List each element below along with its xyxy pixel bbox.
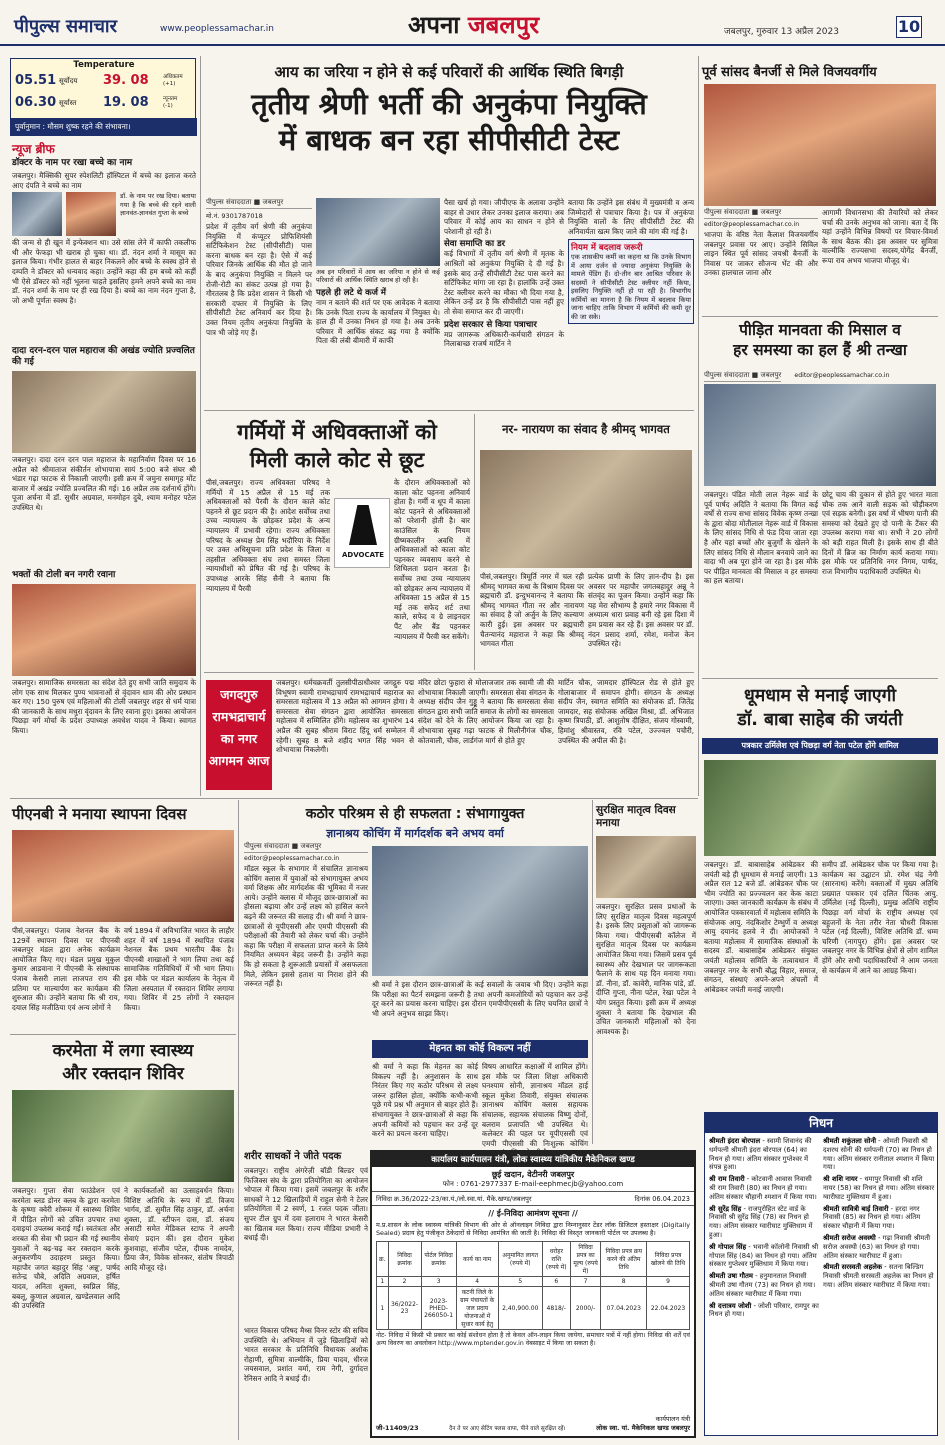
issue-date: जबलपुर, गुरुवार 13 अप्रैल 2023: [724, 27, 839, 37]
page-number: 10: [897, 17, 921, 36]
coaching-photo: [372, 846, 588, 976]
obituary-item: [823, 1137, 935, 1172]
tankha-headline: [702, 320, 938, 360]
tender-date: दिनांक 06.04.2023: [634, 1195, 690, 1203]
lead-col-3c-text: मप्र जागरूक अधिकारी-कर्मचारी संगठन के निलाबाच्छ राजर्ष मार्टिन ने: [444, 329, 564, 349]
obituary-name: श्री राम तिवारी: [709, 1175, 745, 1184]
motherhood-photo: [596, 836, 696, 898]
obituary-col-2: [823, 1137, 935, 1433]
tender-col-number: 3: [421, 1277, 456, 1287]
rule-page-mid: [10, 798, 698, 799]
rule-pnb: [10, 1034, 236, 1035]
obituary-text: - स्वामी शिवानंद की धर्मपत्नी श्रीमती इंदरा बोरपाल (64) का निधन हो गया। अंतिम संस्कार गुप्तेश्वर में संपन्न हुआ।: [709, 1137, 812, 1172]
gown-icon: [349, 505, 377, 545]
advocates-headline-line2: मिली काले कोट से छूट: [249, 448, 425, 472]
tender-signature-title: कार्यपालन यंत्री: [655, 1415, 690, 1423]
obituary-name: श्री सुरेंद्र सिंह: [709, 1204, 742, 1213]
vijayvargiya-email[interactable]: editor@peoplessamachar.co.in: [704, 221, 800, 228]
coaching-col-3: श्री वर्मा ने कहा कि मेहनत का कोई विकल्प नहीं है। अनुशासन के साथ निरंतर किए गए कठोर परिश्रम से लक्ष्य जरूर हासिल होता, क्योंकि कभी-कभी पूछे गये प्रश्न भी अनुमान से बाहर होते हैं। संभागायुक्त ने छात्र-छात्राओं से कहा कि अपनी कमियों को पहचान कर उन्हें दूर करने का प्रयत्न करना चाहिए।: [372, 1062, 478, 1139]
tender-ad-code: जी-11409/23: [376, 1424, 419, 1432]
obituary-col-1: [709, 1137, 819, 1433]
brief-item-1: [12, 158, 196, 344]
advocates-col-1: पीसं,जबलपुर। राज्य अधिवक्ता परिषद ने गर्मियों में 15 अप्रैल से 15 मई तक अधिवक्ताओं को पैरवी के दौरान काले कोट पहनने से छूट प्रदान की है। आदेश सर्वोच्च तथा उच्च न्यायालय के छोड़कर प्रदेश के अन्य न्यायालय में प्रभावी रहेगा। राज्य अधिवक्ता परिषद के अध्यक्ष प्रेम सिंह भदौरिया के निर्देश पर उक्त अधिसूचना प्रति प्रदेश के जिला व तहसील अधिवक्ता संघ तथा समस्त जिला न्यायाधीशों को प्रेषित की गई है। परिषद के उपाध्यक्ष आरके सिंह सैनी ने बताया कि न्यायालय में पैरवी: [206, 478, 330, 593]
jagadguru-col-1: जबलपुर। धर्मचक्रवर्ती तुलसीपीठाधीश्वर जगद्गुरु पद्म विभूषण स्वामी रामभद्राचार्य रामभद्राचार्य महाराज का समरसता महोत्सव में 13 अप्रैल को आगमन होगा। वे समरसता सेवा संगठन द्वारा आयोजित समरसता महोत्सव में सम्मिलित होंगे। महोत्सव का शुभारंभ 14 अप्रैल की सुबह श्रीराम विराट हिंदू धर्म सम्मेलन में रहेगी। सुबह 8 बजे शहीद भगत सिंह भवन से शोभायात्रा निकलेगी।: [276, 678, 414, 755]
ambedkar-headline: [702, 684, 938, 732]
pnb-photo: [12, 830, 234, 922]
min-label-text: न्यूनतम: [163, 96, 178, 102]
obituary-item: [709, 1272, 819, 1298]
obituary-name: श्री दत्तात्रय जोशी: [709, 1301, 752, 1310]
obituary-title: निधन: [705, 1113, 937, 1133]
sunset-label: सूर्यास्त: [59, 99, 77, 107]
tender-header-cell: निविदा प्रपत्र का मूल्य (रुपये में): [570, 1242, 601, 1277]
coaching-email[interactable]: editor@peoplessamachar.co.in: [244, 855, 340, 862]
obituary-name: श्रीमती उषा गौतम: [709, 1272, 753, 1281]
obituary-text: - राजपुरोहित स्टेट वार्ड के निवासी श्री सुरेंद्र सिंह (78) का निधन हो गया। अंतिम संस्कार ग्वारीघाट मुक्तिधाम में हुआ।: [709, 1204, 813, 1239]
ambedkar-photo: [704, 760, 936, 856]
coaching-byline-block: [244, 842, 368, 1042]
tender-cell: 2000/-: [570, 1287, 601, 1330]
advocate-logo-text: ADVOCATE: [341, 551, 385, 559]
vijayvargiya-byline-block: [704, 208, 818, 310]
lead-col-2-text: नाम न बताने की शर्त पर एक आवेदक ने बताया कि उनके पिता राज्य के कार्यालय में नियुक्त थे। हाल ही में उनका निधन हो गया है। अब उनके परिवार में आर्थिक संकट बढ़ गया है क्योंकि पिता की लंबी बीमारी में काफी: [316, 298, 440, 346]
tender-col-number: 1: [377, 1277, 389, 1287]
vijayvargiya-headline: पूर्व सांसद बैनर्जी से मिले विजयवर्गीय: [702, 65, 877, 80]
brief-item-1-text-c: की जन्म से ही खून में इन्फेक्शन था। उसे सांस लेने में काफी तकलीफ थी और फेफड़ा भी खराब हो चुका था। डॉ. नंदन शर्मा ने मासूम का इलाज किया। गंभीर हालत से बाहर निकलने और बच्चे के स्वस्थ होने से दम्पति ने डॉक्टर को धन्यवाद कहा। उन्होंने कहा की हम बच्चे को कहीं भी ऐसे डॉक्टर को नहीं भूलना चाहते इसलिए हमने अपने बच्चे का नाम डॉ. नंदन शर्मा के नाम पर ही रख दिया है। बच्चे का नाम नंदन गुप्ता है, जो अभी पूर्णतः स्वस्थ है।: [12, 238, 196, 305]
advocates-col-2: के दौरान अधिवक्ताओं को काला कोट पहनना अनिवार्य होता है। गर्मी व धूप में काला कोट पहनने से अधिवक्ताओं को परेशानी होती है। बार काउंसिल के नियम ग्रीष्मकालीन अवधि में अधिवक्ताओं को काला कोट पहनकर व्यवसाय करने से शिथिलता प्रदान करता है। सर्वोच्च तथा उच्च न्यायालय को छोड़कर अन्य न्यायालय में अधिवक्ता 15 अप्रैल से 15 मई तक सफेद शर्ट तथा काले, सफेद व ग्रे लाइनदार पैंट और बैंड पहनकर न्यायालय में पैरवी कर सकेंगे।: [394, 478, 470, 641]
tankha-byline: पीपुल्स संवाददाता ■ जबलपुर: [704, 371, 781, 382]
devotees-photo: [12, 584, 196, 676]
max-label-text: अधिकतम: [163, 74, 183, 80]
min-label: [163, 96, 177, 110]
lead-col-2: [316, 198, 440, 408]
tender-phone: फोन : 0761-2977337 E-mail-eephmecjb@yahoo.com: [442, 1180, 624, 1188]
obituary-text: - भवानी कॉलोनी निवासी श्री गोपाल सिंह (84) का निधन हो गया। अंतिम संस्कार गुप्तेश्वर मुक्तिधाम में किया गया।: [709, 1242, 819, 1269]
sunset-time: 06.30: [15, 95, 57, 110]
obituary-item: [823, 1234, 935, 1260]
vijayvargiya-col-1: भाजपा के वरिष्ठ नेता कैलाश विजयवर्गीय जबलपुर प्रवास पर आए। उन्होंने सिविल लाइन स्थित पूर्व सांसद जयश्री बैनर्जी के निवास पर जाकर सौजन्य भेंट की और उनका हालचाल जाना और: [704, 230, 818, 278]
tankha-col-1: जबलपुर। पंडित मोती लाल नेहरू वार्ड के पूर्व पार्षद अदिति ने बताया कि विगत कई वर्षों से राज्य सभा सांसद विवेक कृष्ण तन्खा के द्वारा बोदा मोतीलाल नेहरू वार्ड में विकास के लिए सांसद निधि से फंड दिया जाता रहा है और यहां बच्चों और बुजुर्गों के खेलने के लिए सांसद निधि से मौलान बनवाये जाने का वादा भी अब पूरा होने जा रहा है। इस मौके पर पीड़ित मानवता की मिसाल व हर समस्या का हल बताया।: [704, 490, 818, 586]
brief-item-2-text: जबलपुर। दादा दरन दरन पाल महाराज के महानिर्वाण दिवस पर 16 अप्रैल को श्रीमाताज संकीर्तन शोभायात्रा सायं 5:00 बजे संघर श्री भंडार गढ़ा फाटक से निकाली जाएगी। इसी क्रम में जमुना समागृह मोंट बाजार में अखंड ज्योति प्रज्वलित की गई। 16 अप्रैल तक दर्शनार्थ होंगे। पूजा अर्चना में डॉ. सुधीर अग्रवाल, मनमोहन दुबे, श्याम मनोहर पटेल उपस्थित थे।: [12, 455, 196, 512]
tankha-headline-line2: हर समस्या का हल हैं श्री तन्खा: [733, 341, 907, 359]
tender-cell: 1: [377, 1287, 389, 1330]
tender-cell: 07.04.2023: [601, 1287, 647, 1330]
obituary-name: श्रीमती इंदरा बोरपाल: [709, 1137, 761, 1145]
brief-item-3: [12, 570, 196, 794]
obituary-item: [823, 1205, 935, 1231]
rule-advocates: [474, 414, 475, 670]
obituary-text: - जोशी परिवार, रामपुर का निधन हो गया।: [709, 1301, 819, 1319]
ambedkar-headline-line1: धूमधाम से मनाई जाएगी: [744, 686, 896, 706]
tender-body: म.प्र.शासन के लोक स्वास्थ्य यांत्रिकी विभाग की ओर से ऑनलाइन निविदा द्वारा निम्नानुसार टेंडर लॉक डिजिटल हस्ताक्षर (Digitally Sealed) प्रदाय हेतु पंजीकृत ठेकेदारों से निविदा आमंत्रित की जाती है। निविदा की विस्तृत जानकारी पोर्टल पर उपलब्ध है।: [376, 1221, 690, 1237]
bhagwat-photo: [480, 450, 692, 568]
vijayvargiya-col-2: आगामी विधानसभा की तैयारियों को लेकर चर्चा की उनके अनुभव को जाना। बता दें कि यहां उन्होंने विभिन्न विषयों पर विचार-विमर्श के साथ बैठक की। इस अवसर पर सुमित्रा वाल्मीकि राज्यसभा सदस्य,योगेंद्र बैनर्जी, रूपा राव अभय भाजपा मौजूद थे।: [822, 208, 938, 265]
weather-title: Temperature: [73, 60, 135, 70]
lead-subhead-1: पहले ही लटे थे कर्ज में: [316, 288, 387, 298]
coaching-subhead: ज्ञानाश्रय कोचिंग में मार्गदर्शक बने अभय वर्मा: [326, 827, 504, 840]
lead-photo-caption: अब इन परिवारों में आय का जरिया न होने से कई परिवारों की आर्थिक स्थिति खराब हो रही है।: [316, 268, 440, 284]
tender-note: नोट- निविदा में किसी भी प्रकार का कोई संशोधन होता है तो केवल ऑन-लाइन किया जायेगा, समाचार पत्रों में नहीं होगा। निविदा की शर्तें एवं अन्य विवरण का अवलोकन http://www.mptender.gov.in वेबसाइट में किया जा सकता है।: [376, 1332, 690, 1347]
section-title-b: जबलपुर: [467, 11, 540, 39]
brief-item-3-title: भक्तों की टोली बन नगरी रवाना: [12, 570, 116, 580]
tender-col-number: 9: [647, 1277, 690, 1287]
brief-item-2-title: दादा दरन-दरन पाल महाराज की अखंड ज्योति प्रज्वलित की गई: [12, 346, 195, 367]
pnb-col-1: पीसं,जबलपुर। पंजाब नेशनल बैंक के 129वें स्थापना दिवस पर पीएनबी जबलपुर मंडल द्वारा अनेक कार्यक्रम आयोजित किए गए। मंडल प्रमुख मुकुल कुमार आडवाना ने पीएनबी के संस्थापक पंजाब केसरी लाला लाजपत राय की प्रतिमा पर माल्यार्पण कर कार्यक्रम की शुरुआत की। उन्होंने बताया कि श्री राय, दयाल सिंह मजीठिया एवं अन्य लोगों ने: [12, 926, 120, 1012]
min-delta: (-1): [163, 103, 173, 109]
lead-col-3b-text: कई विभागों में तृतीय वर्ग श्रेणी में मृतक के आश्रितों को अनुकंपा नियुक्ति दे दी गई है। इसके बाद उन्हें सीपीसीटी टेस्ट पास करने का सर्टिफिकेट मांगा जा रहा है। हालांकि उन्हें उक्त टेस्ट क्लीयर करने का मौका भी दिया गया है, लेकिन उन्हें डर है कि सीपीसीटी पास नहीं हुए तो सेवा समाप्त कर दी जाएगी।: [444, 249, 564, 316]
sunrise-label: सूर्योदय: [59, 77, 78, 85]
brief-item-1-text-a: जबलपुर। मैक्सिकी सुपर स्पेशलिटी हॉस्पिटल में बच्चे का इलाज करते आए दंपति ने बच्चे का नाम: [12, 171, 196, 190]
obituary-name: श्री शशि नायर: [823, 1175, 858, 1184]
advocates-headline-line1: गर्मियों में अधिवक्ताओं को: [237, 420, 437, 444]
tender-cell: 2023-PHED-266050-1: [421, 1287, 456, 1330]
lead-col-1: [206, 198, 312, 408]
rule-lead-bottom: [204, 410, 694, 411]
lead-col-4-text: बताया कि उन्होंने इस संबंध में मुख्यमंत्री व अन्य जिम्मेदारों से पत्राचार किया है। पत्र में अनुकंपा नियुक्ति वालों के लिए सीपीसीटी टेस्ट की अनिवार्यता खत्म किए जाने की मांग की गई है।: [568, 198, 694, 236]
ambedkar-headline-line2: डॉ. बाबा साहेब की जयंती: [737, 710, 903, 730]
tender-col-number: 4: [456, 1277, 498, 1287]
bhagwat-headline: नर- नारायण का संवाद है श्रीमद् भागवत: [502, 422, 670, 436]
vijayvargiya-photo: [704, 84, 936, 206]
obituary-item: [823, 1263, 935, 1289]
section-title-a: अपना: [408, 11, 460, 39]
lead-col-3-text: पैसा खर्च हो गया। जीपीएफ के अलावा उन्होंने बाहर से उधार लेकर उनका इलाज कराया। अब परिवार में कोई आय का साधन न होने से परेशानी हो रही है।: [444, 198, 564, 236]
ambedkar-col-1: जबलपुर। डॉ. बाबासाहेब आंबेडकर की जयंती बड़े ही धूमधाम से मनाई जाएगी। 13 अप्रैल रात 12 बजे डॉ. आंबेडकर चौक पर भीम ज्योति का प्रज्ज्वलन कर केक काटा जाएगा। उक्त जानकारी कार्यक्रम के संबंध में आयोजित पत्रकारवार्ता में महोत्सव समिति के संयोजक आयु. नंदकिशोर टेम्भुर्णे व अध्यक्ष आयु दयानंद हलवे ने दी। आयोजकों ने बताया महोत्सव में सामाजिक संस्थाओं के सदस्य डॉ. बाबासाहेब आंबेडकर संयुक्त जयंती महोत्सव समिति के तत्वावधान में जबलपुर नगर के सभी बौद्ध विहार, समाज, संगठन, संस्थाएं अपने-अपने अंचलों में आंबेडकर जयंती मनाई जाएगी।: [704, 860, 818, 994]
coaching-col-4: विषय आधारित कक्षाओं में शामिल होंगे। इस मौके पर जिला शिक्षा अधिकारी घनश्याम सोनी, ज्ञानाश्रय मॉडल हाई स्कूल मुकेश तिवारी, संयुक्त संचालक ज्ञानाश्रय कोचिंग क्लास सहायक संचालक, सहायक संचालक विष्णु दोनों, बलराम प्रजापति भी उपस्थित थे। कलेक्टर की पहल पर यूपीएससी एवं एमपी पीएससी की निःशुल्क कोचिंग: [482, 1062, 588, 1148]
tankha-photo: [704, 384, 936, 486]
tender-header-cell: क्र.: [377, 1242, 389, 1277]
tender-table: [376, 1241, 690, 1330]
rule-right-1: [702, 316, 938, 317]
tender-header-cell: धरोहर राशि (रुपये में): [542, 1242, 570, 1277]
lead-mobile: मो.नं. 9301787018: [206, 212, 263, 220]
rule-coaching-right: [592, 800, 593, 1144]
obituary-box: [704, 1112, 938, 1436]
tender-cell: 4818/-: [542, 1287, 570, 1330]
karmeta-col-2: ने कार्यकर्ताओं का उत्साहवर्धन किया। विशिष्ट अतिथि के रूप में डॉ. विजय भार्गव, डॉ. सुमीत सिंह ठाकुर, डॉ. अर्चना शुक्ला, डॉ. स्टीफन दास, डॉ. संजय असाटी समेत मेडिकल स्टाफ ने अपनी सेवाएं प्रदान कीं। इस दौरान मुकेश कुशवाहा, संजीव पटेल, दीपक नामदेव, प्रिया जैन, विवेक सोनकर, संतोष त्रिपाठी आदि मौजूद रहे।: [124, 1186, 234, 1272]
tankha-byline-block: [704, 362, 936, 384]
max-temp: 39. 08: [103, 73, 149, 88]
lead-subhead-3: प्रदेश सरकार से किया पत्राचार: [444, 319, 537, 330]
lead-col-3: [444, 198, 564, 408]
obituary-text: - धमापुर निवासी श्री शशि नायर (58) का निधन हो गया। अंतिम संस्कार ग्वारीघाट मुक्तिधाम में हुआ।: [823, 1175, 935, 1201]
tender-cell: कटनी जिले के ग्राम पंचायतों के जल प्रदाय योजनाओं में सुधार कार्य हेतु: [456, 1287, 498, 1330]
tender-notice-title: // ई-निविदा आमंत्रण सूचना //: [488, 1209, 578, 1218]
obituary-item: [709, 1175, 819, 1201]
vijayvargiya-byline: पीपुल्स संवाददाता ■ जबलपुर: [704, 208, 818, 219]
section-title: [408, 8, 539, 41]
jagadguru-col-2: मंदिर छोटा फुहारा से मोलाजजार तक स्वामी जी की शोभायात्रा निकाली जाएगी। समरसता सेवा संगठन के अध्यक्ष संदीप जैन गुड्डू ने बताया कि समरसता सेवा संगठन द्वारा सभी जाति समाज के लोगों का समरसता संदेश को देने के लिए आयोजन किया जा रहा है। शोभायात्रा सुबह गढ़ा फाटक से मिलौनीगंज चौक, कोतवाली, चौक, लार्डगंज मार्ग से होते हुए: [418, 678, 554, 745]
bodybuilding-col-2: भारत विकास परिषद मैथ्स विनर स्टोर की सचिव उपस्थिति थे। अभियान में जुड़े खिलाड़ियों को भारत सरकार के प्रतिनिधि विधायक अशोक रोहाणी, सुमित्रा वाल्मीकि, प्रिया यादव, धीरज जयसवाल, प्रशांत वर्मा, राम नेगी, दुर्गादत्त रेनिसन आदि ने बधाई दी।: [244, 1326, 368, 1383]
pnb-headline: पीएनबी ने मनाया स्थापना दिवस: [12, 805, 187, 823]
rule-pnb-right: [238, 800, 239, 1440]
bhagwat-col-2: प्रत्येक प्राणी के लिए ज्ञान-दीप है। इस अवसर पर महापौर जगतबहादुर अन्नू ने संतवृंद का पूजन किया। उन्होंने कहा कि यह मेरा सौभाग्य है हमारे नगर विकास में अध्यात्म धारा प्रवाह बनी रहे इस दिशा में हम प्रयास कर रहे हैं। इस अवसर पर डॉ. नंदन प्रसाद शर्मा, रमेश, मनोज केन उपस्थित रहे।: [588, 572, 694, 649]
obituary-text: - कोटवानी आवास निवासी श्री राम तिवारी (80) का निधन हो गया। अंतिम संस्कार चौहानी श्मशान में किया गया।: [709, 1175, 817, 1201]
family-photo: [66, 192, 116, 236]
obituary-item: [709, 1137, 819, 1172]
rule-mid-1: [204, 672, 694, 673]
brief-item-2: [12, 346, 196, 568]
karmeta-headline: [12, 1040, 234, 1086]
news-brief-label: न्यूज ब्रीफ: [12, 142, 55, 156]
obituary-text: - गढ़ा निवासी श्रीमती सरोज अवस्थी (63) का निधन हो गया। अंतिम संस्कार ग्वारीघाट में हुआ।: [823, 1233, 930, 1260]
motherhood-col: जबलपुर। सुरक्षित प्रसव प्रथाओं के लिए सुरक्षित मातृत्व दिवस महत्वपूर्ण है। इसके लिए प्रसूताओं को जागरूक किया गया। पीपीएसबी कॉलेज में सुरक्षित मातृत्व दिवस पर कार्यक्रम आयोजित किया गया। जिसमें प्रसव पूर्व स्वास्थ्य और देखभाल पर जागरूकता फैलाने के साथ यह दिन मनाया गया। डॉ. नीना, डॉ. कावेरी, मानिक पांडे, डॉ. दीप्ति गुप्ता, नीना पटेल, रेखा पटेल ने योग प्रस्तुत किया। इसी क्रम में अध्यक्ष शुक्ला ने बताया कि देखभाल की उचित जानकारी महिलाओं को देना आवश्यक है।: [596, 902, 696, 1036]
coaching-box-title: मेहनत का कोई विकल्प नहीं: [372, 1040, 588, 1058]
coaching-col-1: मॉडल स्कूल के सभागार में संचालित ज्ञानाश्रय कोचिंग क्लास में युवाओं को संभागायुक्त अभय वर्मा शिक्षक और मार्गदर्शक की भूमिका में नजर आये। उन्होंने क्लास में मौजूद छात्र-छात्राओं का हौसला बढ़ाया और उन्हें लक्ष्य को हासिल करने बढ़ने की जरूरत की सलाह दी। श्री वर्मा ने छात्र-छात्राओं से यूपीएससी और एमपी पीएससी की परीक्षाओं की तैयारी को लेकर चर्चा की। उन्होंने कहा कि परीक्षा में सफलता प्राप्त करने के लिये नियमित अध्ययन बेहद जरूरी है। उन्होंने कहा कि हो सकता है शुरूआती प्रयासों में असफलता मिले, लेकिन इससे हताश या निराश होने की जरूरत नहीं है।: [244, 864, 368, 989]
tender-col-number: 6: [542, 1277, 570, 1287]
obituary-text: - सतना बिल्डिंग निवासी श्रीमती सरस्वती अहलेक का निधन हो गया। अंतिम संस्कार ग्वारीघाट में किया गया।: [823, 1263, 934, 1289]
rule-box: [568, 239, 694, 324]
tender-col-number: 2: [388, 1277, 421, 1287]
lead-headline-line1: तृतीय श्रेणी भर्ती की अनुकंपा नियुक्ति: [251, 87, 647, 121]
obituary-text: - हनुमानताल निवासी श्रीमती उषा गौतम (73) का निधन हो गया। अंतिम संस्कार ग्वारीघाट में किया गया।: [709, 1272, 816, 1298]
tender-office: कार्यालय कार्यपालन यंत्री, लोक स्वास्थ्य यांत्रिकीय मैकेनिकल खण्ड: [372, 1152, 694, 1167]
rule-box-title: नियम में बदलाव जरूरी: [571, 243, 643, 254]
tender-header-cell: अनुमानित लागत (रुपये में): [498, 1242, 542, 1277]
obituary-name: श्री गोपाल सिंह: [709, 1242, 747, 1251]
tender-header-cell: निविदा क्रमांक: [388, 1242, 421, 1277]
brief-item-3-text: जबलपुर। सामाजिक समरसता का संदेश देते हुए सभी जाति समुदाय के लोग एक साथ मिलकर पुण्य भावनाओं से वृंदावन धाम की ओर प्रस्थान कर गए। 150 पुरुष एवं महिलाओं की टोली जबलपुर शहर से धर्म यात्रा की जानकारी के साथ मथुरा वृंदावन के लिए रवाना हुए। इसका आयोजन पिछड़ा वर्ग मोर्चा के प्रदेश उपाध्यक्ष अवधेश यादव ने किया। स्वागत किया।: [12, 678, 196, 735]
tender-cell: 22.04.2023: [647, 1287, 690, 1330]
tender-address: छूई खदान, वेटीनरी जबलपुर: [491, 1170, 575, 1179]
pal-maharaj-photo: [12, 371, 196, 453]
coaching-col-2: श्री वर्मा ने इस दौरान छात्र-छात्राओं के कई सवालों के जवाब भी दिए। उन्होंने कहा कि परीक्षा का पैटर्न समझना जरूरी है तथा अपनी कमजोरियों को पहचान कर उन्हें दूर करने का प्रयास करना चाहिए। इस दौरान एमपीपीएससी के लिए चयनित छात्रों ने भी अपने अनुभव साझा किए।: [372, 980, 588, 1018]
tankha-email[interactable]: editor@peoplessamachar.co.in: [794, 372, 890, 379]
bodybuilding-col-1: जबलपुर। राष्ट्रीय अंगरेज़ी बॉडी बिल्डर एवं फिजिक्स संघ के द्वारा प्रतियोगिता का आयोजन भोपाल में किया गया। इसमें जबलपुर के शरीर साधकों ने 12 खिलाड़ियों में राहुल सेनी ने टेलर प्रतियोगिता में 2 स्वर्ण, 1 रजत पदक जीता। सुपर टील ग्रुप में दवा हलाराम ने भारत केसरी का खिताब मल किया। राज्य मीडिया प्रभारी ने बधाई दी।: [244, 1166, 368, 1243]
tender-header-cell: कार्य का नाम: [456, 1242, 498, 1277]
coaching-byline: पीपुल्स संवाददाता ■ जबलपुर: [244, 842, 368, 853]
tender-cell: 36/2022-23: [388, 1287, 421, 1330]
tankha-headline-line1: पीड़ित मानवता की मिसाल व: [739, 321, 901, 339]
lead-headline-line2: में बाधक बन रहा सीपीसीटी टेस्ट: [278, 123, 620, 157]
obituary-item: [823, 1175, 935, 1201]
brief-item-1-title: डॉक्टर के नाम पर रखा बच्चे का नाम: [12, 158, 133, 168]
ambedkar-col-2: समीप डॉ. आंबेडकर चौक पर किया गया है। कार्यक्रम का उद्घाटन प्रो. रमेश चंद्र नेगी (सारनाथ) करेंगे। वक्ताओं में मुख्य अतिथि प्रख्यात पत्रकार एवं दलित चिंतक आयु. उर्मिलेश (नई दिल्ली), प्रमुख अतिथि राष्ट्रीय पिछड़ा वर्ग मोर्चा के राष्ट्रीय अध्यक्ष एवं बहुजनों के नेता तरीर नेता चौधरी विकास पटेल (नई दिल्ली), विशिष्ट अतिथि डॉ. धम्म चरिणी (नागपुर) होंगे। इस अवसर पर जबलपुर नगर के विभिन्न क्षेत्रों से लोग शामिल होंगे और सभी पदाधिकारियों ने आम जनता से कार्यक्रम में आने का आग्रह किया।: [822, 860, 938, 975]
website[interactable]: www.peoplessamachar.in: [160, 24, 274, 34]
rule-right: [698, 56, 699, 796]
karmeta-photo: [12, 1090, 234, 1182]
obituary-item: [709, 1205, 819, 1240]
doctor-photo: [12, 192, 62, 236]
tender-cell: 2,40,900.00: [498, 1287, 542, 1330]
obituary-item: [709, 1302, 819, 1320]
tender-footer-slogan: दैन ते पर आए सेटिंग फ्लस वापा, पीने वाले सुरक्षित रहें।: [449, 1426, 566, 1432]
lead-headline: [204, 86, 694, 158]
tender-col-number: 5: [498, 1277, 542, 1287]
bodybuilding-headline: शरीर साधकों ने जीते पदक: [244, 1151, 342, 1162]
tender-header-cell: निविदा प्रपत्र क्रय करने की अंतिम तिथि: [601, 1242, 647, 1277]
rule-left: [200, 56, 201, 796]
tender-ad: [370, 1150, 696, 1438]
obituary-name: श्रीमती सरस्वती अहलेक: [823, 1263, 883, 1272]
bhagwat-col-1: पीसं,जबलपुर। त्रिमूर्ति नगर में चल रही श्रीमद् भागवत कथा के विश्राम दिवस पर ब्रह्मचारी डॉ. इन्दुभवानन्द ने बताया कि श्रीमद् भागवत गीता नर और नारायण का संवाद है जो अर्जुन के लिए कल्याण कारी हुई। इस अवसर पर ब्रह्मचारी चैतन्यानंद महाराज ने कहा कि श्रीमद् भागवत गीता: [480, 572, 584, 649]
obituary-item: [709, 1243, 819, 1269]
karmeta-col-1: जबलपुर। गुप्ता सेवा फाउंडेशन एवं करमेता ब्लड डोनर क्लब के द्वारा करमेता के कृष्णा क्वेरी शोरूम में स्वास्थ्य शिविर में पीड़ित लोगों को उचित उपचार तथा दवाइयां उपलब्ध कराई गईं। स्वतंत्रता और शरबत की सेवा भी प्रदान की गई स्थानीय युवाओं ने बढ़-चढ़ कर रक्तदान करके अनुकरणीय उदाहरण प्रस्तुत किया। महापौर जगत बहादुर सिंह 'अन्नू', पार्षद सतेन्द्र चौबे, अदिति अग्रवाल, हर्षित यादव, अनिता शुक्ला, स्वप्निल सिंह, बबलू, कुणाल अग्रवाल, खण्डेलवाल आदि की उपस्थिति: [12, 1186, 120, 1311]
masthead: [0, 0, 945, 46]
paper-name: पीपुल्स समाचार: [14, 16, 117, 37]
lead-byline: पीपुल्स संवाददाता ■ जबलपुर: [206, 198, 312, 209]
lead-col-4: [568, 198, 694, 408]
weather-box: [10, 58, 196, 136]
advocate-logo: [334, 498, 390, 568]
lead-kicker: आय का जरिया न होने से कई परिवारों की आर्थिक स्थिति बिगड़ी: [274, 63, 624, 81]
karmeta-headline-line1: करमेता में लगा स्वास्थ्य: [52, 1041, 194, 1061]
max-delta: (+1): [163, 81, 176, 87]
rule-right-2: [702, 678, 938, 679]
max-label: [163, 74, 183, 88]
coaching-headline: कठोर परिश्रम से ही सफलता : संभागायुक्त: [305, 806, 525, 822]
pnb-col-2: वर्ष 1894 में अविभाजित भारत के लाहौर शहर में वर्ष 1894 में स्थापित पंजाब नेशनल बैंक प्रथम भारतीय बैंक है। पीएनबी शाखाओं ने भाग लिया तथा कई सामाजिक गतिविधियों में भी भाग लिया। इस मौके पर मंडल कार्यालय के नेतृत्व में जिला अस्पताल में रक्तदान शिविर लगाया गया। शिविर में 25 लोगों ने रक्तदान किया।: [124, 926, 234, 1012]
obituary-text: - हरदा नगर निवासी (85) का निधन हो गया। अंतिम संस्कार चौहानी में किया गया।: [823, 1204, 921, 1231]
tender-ref: निविदा क्र.36/2022-23/का.यं./लो.स्वा.यां. मैके.खण्ड/जबलपुर: [376, 1195, 532, 1203]
student-photo: [316, 198, 440, 266]
obituary-text: - ओमती निवासी श्री दशरथ सोनी की धर्मपत्नी (70) का निधन हो गया। अंतिम संस्कार रानीताल श्मशान में किया गया।: [823, 1137, 935, 1172]
tender-col-number: 7: [570, 1277, 601, 1287]
tender-signature: लोक स्वा. यां. मैकेनिकल खण्ड जबलपुर: [596, 1424, 690, 1432]
brief-item-1-text-b: डॉ. के नाम पर रख दिया। बताया गया है कि बच्चे की रहने वाली ज्ञानवंत-ज्ञानवंत गुप्ता के बच्चे: [120, 192, 196, 218]
obituary-name: श्रीमती शकुंतला सोनी: [823, 1137, 876, 1145]
tender-header-cell: पोर्टल निविदा क्रमांक: [421, 1242, 456, 1277]
obituary-name: श्रीमती सरोज अवस्थी: [823, 1233, 876, 1242]
min-temp: 19. 08: [103, 95, 149, 110]
motherhood-headline: सुरक्षित मातृत्व दिवस मनाया: [596, 804, 676, 829]
karmeta-headline-line2: और रक्तदान शिविर: [62, 1064, 184, 1084]
jagadguru-label: जगदगुरु रामभद्राचार्य का नगर आगमन आज: [206, 680, 272, 790]
tender-col-number: 8: [601, 1277, 647, 1287]
sunrise-time: 05.51: [15, 73, 57, 88]
obituary-name: श्रीमती सावित्री बाई तिवारी: [823, 1204, 889, 1213]
jagadguru-col-3: मार्टिन चौक, जामदार हॉस्पिटल रोड से होते हुए गोलाबाजार में समापन होगी। संगठन के अध्यक्ष संदीप जैन, स्वागत समिति का संयोजक डॉ. जितेंद्र जामदार, सह संयोजक अखिल मिश्रा, डॉ. अभिजात कृष्ण त्रिपाठी, डॉ. आशुतोष दीक्षित, संजय गोस्वामी, हिमांशु श्रीवास्तव, रवि पटेल, उज्ज्वल पचौरी, उपस्थित की अपील की है।: [558, 678, 694, 745]
rule-box-text: एक शासकीय कर्मी का कहना था कि उनके विभाग में आया दर्जन से ज्यादा अनुकंपा नियुक्ति के मामले पेंडिंग हैं। दो-तीन बार आश्रित परिवार के सदस्यों ने सीपीसीटी टेस्ट क्लीयर नहीं किया, इसलिए नियुक्ति नहीं हो पा रही है। विभागीय कर्मियों का मानना है कि नियम में बदलाव किया जाना चाहिए ताकि विभाग में कर्मियों की कमी दूर की जा सके।: [571, 253, 691, 321]
tankha-col-2: छोटू चाय की दुकान से होते हुए भारत माता चौक तक आने वाली सड़क को चौड़ीकरण एवं सड़क बनेगी। इस वर्षा में भीषण पानी की समस्या को देखते हुए दो पानी के टैंकर की उपलब्ध कराया गया था। सभी ने 20 लोगों को बड़ी राहत मिली है। इसके साथ ही बीते दिनों में ब्रिज का निर्माण कार्य कराया गया। इस मौके पर प्रतिनिधि नगर निगम, पार्षद, राज विभागीय पदाधिकारी उपस्थित थे।: [822, 490, 938, 576]
lead-col-1-text: प्रदेश में तृतीय वर्ग श्रेणी की अनुकंपा नियुक्ति में कंप्यूटर प्रोफिशियंसी सर्टिफिकेशन टेस्ट (सीपीसीटी) पास करना बाधक बन रहा है। ऐसे में कई परिवार जिनके आर्थिक की मौत हो जाने के बाद अनुकंपा नियुक्ति न मिलने पर रोजी-रोटी का संकट उत्पन्न हो गया है। गौरतलब है कि प्रदेश शासन ने किसी भी सरकारी दफ्तर में नियुक्ति के लिए सीपीसीटी टेस्ट अनिवार्य कर दिया है। उक्त नियम तृतीय अनुकंपा नियुक्ति के पात्र भी जोड़े गए हैं।: [206, 222, 312, 337]
advocates-headline: [204, 418, 470, 474]
ambedkar-subhead: पत्रकार उर्मिलेश एवं पिछड़ा वर्ग नेता पटेल होंगे शामिल: [702, 738, 938, 754]
tender-header-cell: निविदा प्रपत्र खोलने की तिथि: [647, 1242, 690, 1277]
lead-subhead-2: सेवा समाप्ति का डर: [444, 239, 506, 250]
forecast: पूर्वानुमान : मौसम शुष्क रहने की संभावना।: [11, 118, 197, 136]
